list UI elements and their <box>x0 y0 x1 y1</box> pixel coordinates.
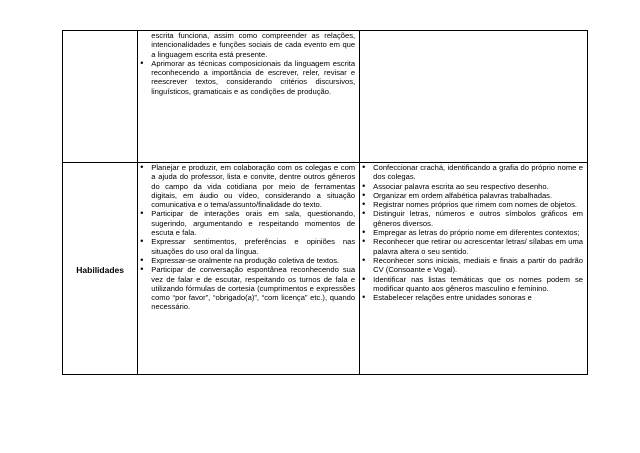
habilidades-oral-list <box>138 163 359 312</box>
list-item: • Expressar-se oralmente na produção coletiva de textos. <box>138 256 355 265</box>
list-item: • Participar de interações orais em sala, questionando, sugerindo, argumentando e respeitando momentos de escuta e fala. <box>138 209 355 237</box>
objectives-cell <box>138 31 360 163</box>
list-item: • Participar de conversação espontânea reconhecendo sua vez de falar e de escutar, respeitando os turnos de fala e utilizando fórmulas de cortesia (cumprimentos e expressões como “por favor”, “obrigado(a)”, “com licença” etc.), quando necessário. <box>138 265 355 311</box>
curriculum-table <box>62 30 588 375</box>
list-item: • Registrar nomes próprios que rimem com nomes de objetos. <box>360 200 583 209</box>
list-item: • Empregar as letras do próprio nome em diferentes contextos; <box>360 228 583 237</box>
list-item: • Estabelecer relações entre unidades sonoras e <box>360 293 583 302</box>
list-item: • Identificar nas listas temáticas que os nomes podem se modificar quanto aos gêneros masculino e feminino. <box>360 275 583 294</box>
list-item: • Reconhecer que retirar ou acrescentar letras/ sílabas em uma palavra altera o seu sentido. <box>360 237 583 256</box>
table-row-continuation <box>63 31 588 163</box>
empty-label-cell <box>63 31 138 163</box>
habilidades-writing-cell <box>360 163 588 375</box>
habilidades-oral-cell <box>138 163 360 375</box>
habilidades-writing-list <box>360 163 587 302</box>
habilidades-label-cell <box>63 163 138 375</box>
list-item: escrita funciona, assim como compreender as relações, intencionalidades e funções sociais de cada evento em que a linguagem escrita está presente. <box>151 31 356 59</box>
list-item: • Expressar sentimentos, preferências e opiniões nas situações do uso oral da língua. <box>138 237 355 256</box>
table-row-habilidades <box>63 163 588 375</box>
habilidades-label: Habilidades <box>76 264 124 275</box>
list-item: • Organizar em ordem alfabética palavras trabalhadas. <box>360 191 583 200</box>
list-item: • Confeccionar crachá, identificando a grafia do próprio nome e dos colegas. <box>360 163 583 182</box>
list-item: • Aprimorar as técnicas composicionais da linguagem escrita reconhecendo a importância de escrever, reler, revisar e reescrever textos, considerando critérios discursivos, linguísticos, gramaticais e as condições de produção. <box>138 59 355 96</box>
list-item: • Distinguir letras, números e outros símbolos gráficos em gêneros diversos. <box>360 209 583 228</box>
list-item: • Planejar e produzir, em colaboração com os colegas e com a ajuda do professor, lista e convite, dentre outros gêneros do campo da vida cotidiana por meio de ferramentas digitais, em áudio ou vídeo, considerando a situação comunicativa e o tema/assunto/finalidade do texto. <box>138 163 355 209</box>
list-item: • Associar palavra escrita ao seu respectivo desenho. <box>360 182 583 191</box>
objectives-list <box>138 31 359 96</box>
empty-right-cell <box>360 31 588 163</box>
list-item: • Reconhecer sons iniciais, mediais e finais a partir do padrão CV (Consoante e Vogal). <box>360 256 583 275</box>
